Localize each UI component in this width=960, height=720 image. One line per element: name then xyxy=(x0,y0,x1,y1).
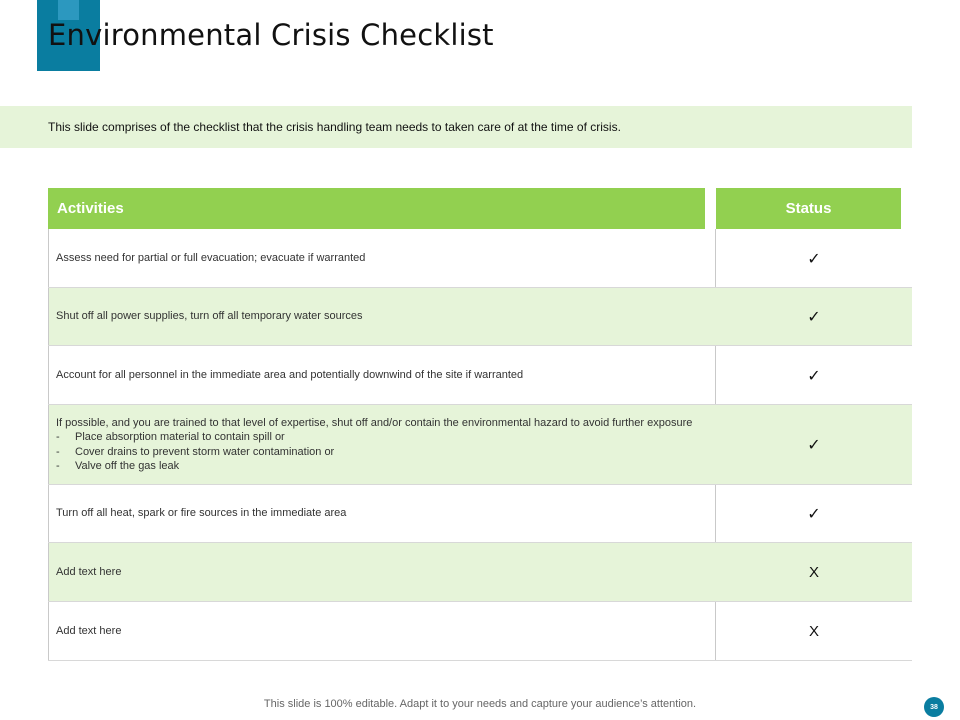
status-x-icon: X xyxy=(808,563,819,581)
description-text: This slide comprises of the checklist that the crisis handling team needs to taken care of at the time of crisis. xyxy=(48,120,621,134)
activity-bullet: - Place absorption material to contain spill or xyxy=(56,431,285,443)
status-check-icon: ✓ xyxy=(807,504,821,523)
activity-text: Account for all personnel in the immediate area and potentially downwind of the site if warranted xyxy=(56,368,524,381)
header-activities: Activities xyxy=(48,188,705,229)
activity-text: Assess need for partial or full evacuation; evacuate if warranted xyxy=(56,251,366,264)
activity-bullet: - Cover drains to prevent storm water contamination or xyxy=(56,445,335,458)
activity-bullet: - Valve off the gas leak xyxy=(56,460,180,472)
activity-text: Add text here xyxy=(56,624,122,637)
table-row xyxy=(48,346,912,405)
status-check-icon: ✓ xyxy=(807,248,821,268)
header-status: Status xyxy=(716,188,901,229)
table-row xyxy=(48,229,912,288)
table-row xyxy=(48,485,912,543)
status-check-icon: ✓ xyxy=(807,435,821,454)
table-row xyxy=(48,405,912,485)
activity-cell xyxy=(56,405,706,484)
activity-text: Turn off all heat, spark or fire sources in the immediate area xyxy=(56,507,347,520)
activity-text: If possible, and you are trained to that level of expertise, shut off and/or contain the environmental hazard to avoid further exposure xyxy=(56,416,693,429)
status-x-icon: X xyxy=(808,622,819,640)
activity-text: Shut off all power supplies, turn off all temporary water sources xyxy=(56,310,363,323)
accent-inner-block xyxy=(58,0,79,20)
table-row xyxy=(48,288,912,346)
footer-note: This slide is 100% editable. Adapt it to your needs and capture your audience’s attention. xyxy=(263,698,697,710)
status-check-icon: ✓ xyxy=(807,365,821,385)
table-row xyxy=(48,543,912,602)
page-number-badge: 38 xyxy=(924,697,944,717)
activity-text: Add text here xyxy=(56,565,122,578)
table-row xyxy=(48,602,912,661)
status-check-icon: ✓ xyxy=(807,307,821,326)
slide-title: Environmental Crisis Checklist xyxy=(48,18,494,52)
